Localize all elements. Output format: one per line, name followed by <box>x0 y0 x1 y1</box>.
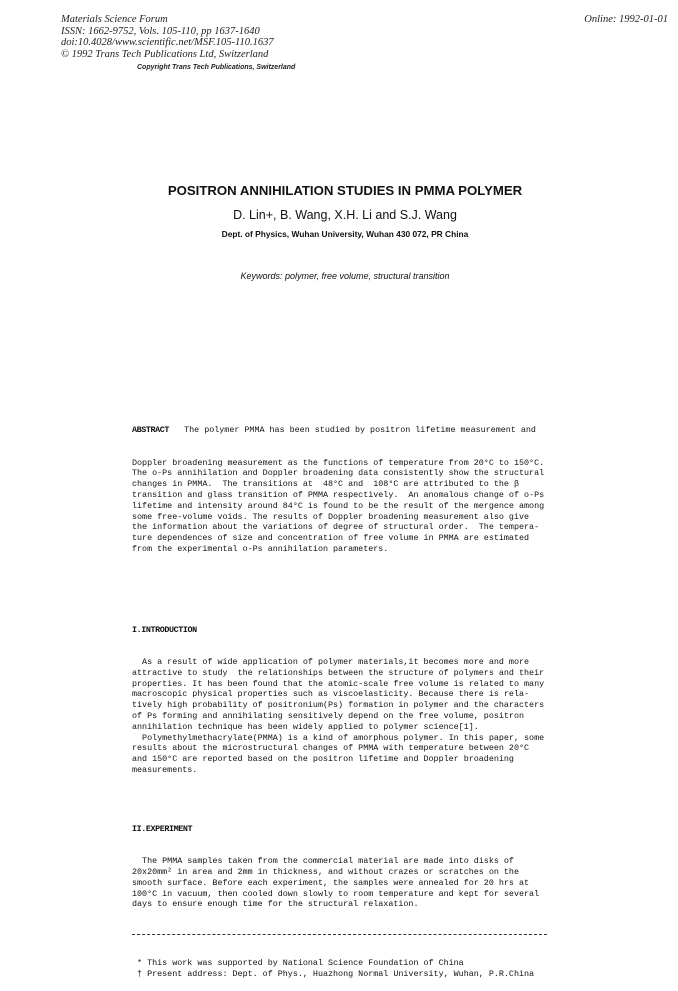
abstract-label: ABSTRACT <box>132 425 170 436</box>
header-line: Materials Science Forum <box>61 14 168 25</box>
footnote-divider <box>132 934 547 935</box>
paragraph-line: As a result of wide application of polymer materials,it becomes more and more <box>132 656 530 667</box>
affiliation: Dept. of Physics, Wuhan University, Wuhan 430 072, PR China <box>221 229 469 239</box>
paragraph-line: macroscopic physical properties such as viscoelasticity. Because there is rela- <box>132 689 530 700</box>
abstract-line: from the experimental o-Ps annihilation parameters. <box>132 543 389 554</box>
abstract-rest <box>132 458 552 555</box>
paragraph-line: and 150°C are reported based on the positron lifetime and Doppler broadening <box>132 754 514 765</box>
paragraph-line: annihilation technique has been widely applied to polymer science[1]. <box>132 721 479 732</box>
paragraph-line: Polymethylmethacrylate(PMMA) is a kind of amorphous polymer. In this paper, some <box>132 732 545 743</box>
abstract-line: Doppler broadening measurement as the functions of temperature from 20°C to 150°C. <box>132 457 545 468</box>
paragraph-line: 20x20mm² in area and 2mm in thickness, and without crazes or scratches on the <box>132 867 519 878</box>
abstract-first-line <box>132 425 552 436</box>
experiment-text <box>132 856 552 910</box>
abstract-line: the information about the variations of degree of structural order. The tempera- <box>132 522 540 533</box>
paragraph-line: of Ps forming and annihilating sensitively depend on the free volume, positron <box>132 710 525 721</box>
paragraph-line: The PMMA samples taken from the commercial material are made into disks of <box>132 856 514 867</box>
paragraph-line: tively high probability of positronium(Ps) formation in polymer and the characters <box>132 700 545 711</box>
authors: D. Lin+, B. Wang, X.H. Li and S.J. Wang <box>233 208 457 222</box>
section-heading-experiment: II.EXPERIMENT <box>132 823 193 834</box>
abstract-line: The polymer PMMA has been studied by positron lifetime measurement and <box>169 425 536 436</box>
abstract-line: changes in PMMA. The transitions at 48°C and 108°C are attributed to the β <box>132 479 519 490</box>
paragraph-line: results about the microstructural changes of PMMA with temperature between 20°C <box>132 743 530 754</box>
journal-header <box>61 14 274 60</box>
keywords: Keywords: polymer, free volume, structural transition <box>240 271 450 281</box>
copyright-stamp: Copyright Trans Tech Publications, Switzerland <box>137 64 296 71</box>
paper-body <box>132 382 552 991</box>
abstract <box>132 404 552 577</box>
paragraph-line: days to ensure enough time for the structural relaxation. <box>132 899 419 910</box>
paragraph-line: properties. It has been found that the atomic-scale free volume is related to many <box>132 678 545 689</box>
footnote: † Present address: Dept. of Phys., Huazhong Normal University, Wuhan, P.R.China <box>132 969 535 980</box>
header-line: ISSN: 1662-9752, Vols. 105-110, pp 1637-1640 <box>61 25 260 37</box>
paragraph-line: 100°C in vacuum, then cooled down slowly to room temperature and kept for several <box>132 888 540 899</box>
paragraph-line: measurements. <box>132 764 198 775</box>
paragraph-line: attractive to study the relationships between the structure of polymers and their <box>132 667 545 678</box>
introduction-text <box>132 657 552 776</box>
online-date: Online: 1992-01-01 <box>584 14 668 25</box>
section-heading-introduction: I.INTRODUCTION <box>132 624 197 635</box>
abstract-line: transition and glass transition of PMMA respectively. An anomalous change of o-Ps <box>132 489 545 500</box>
abstract-line: The o-Ps annihilation and Doppler broadening data consistently show the structural <box>132 468 545 479</box>
footnotes <box>132 958 552 980</box>
header-line: © 1992 Trans Tech Publications Ltd, Switzerland <box>61 48 269 60</box>
abstract-line: lifetime and intensity around 84°C is found to be the result of the mergence among <box>132 500 545 511</box>
paragraph-line: smooth surface. Before each experiment, the samples were annealed for 20 hrs at <box>132 877 530 888</box>
header-line: doi:10.4028/www.scientific.net/MSF.105-110.1637 <box>61 37 274 49</box>
abstract-line: some free-volume voids. The results of Doppler broadening measurement also give <box>132 511 530 522</box>
paper-title: POSITRON ANNIHILATION STUDIES IN PMMA POLYMER <box>167 183 523 198</box>
abstract-line: ture dependences of size and concentration of free volume in PMMA are estimated <box>132 533 530 544</box>
footnote: * This work was supported by National Science Foundation of China <box>132 958 464 969</box>
